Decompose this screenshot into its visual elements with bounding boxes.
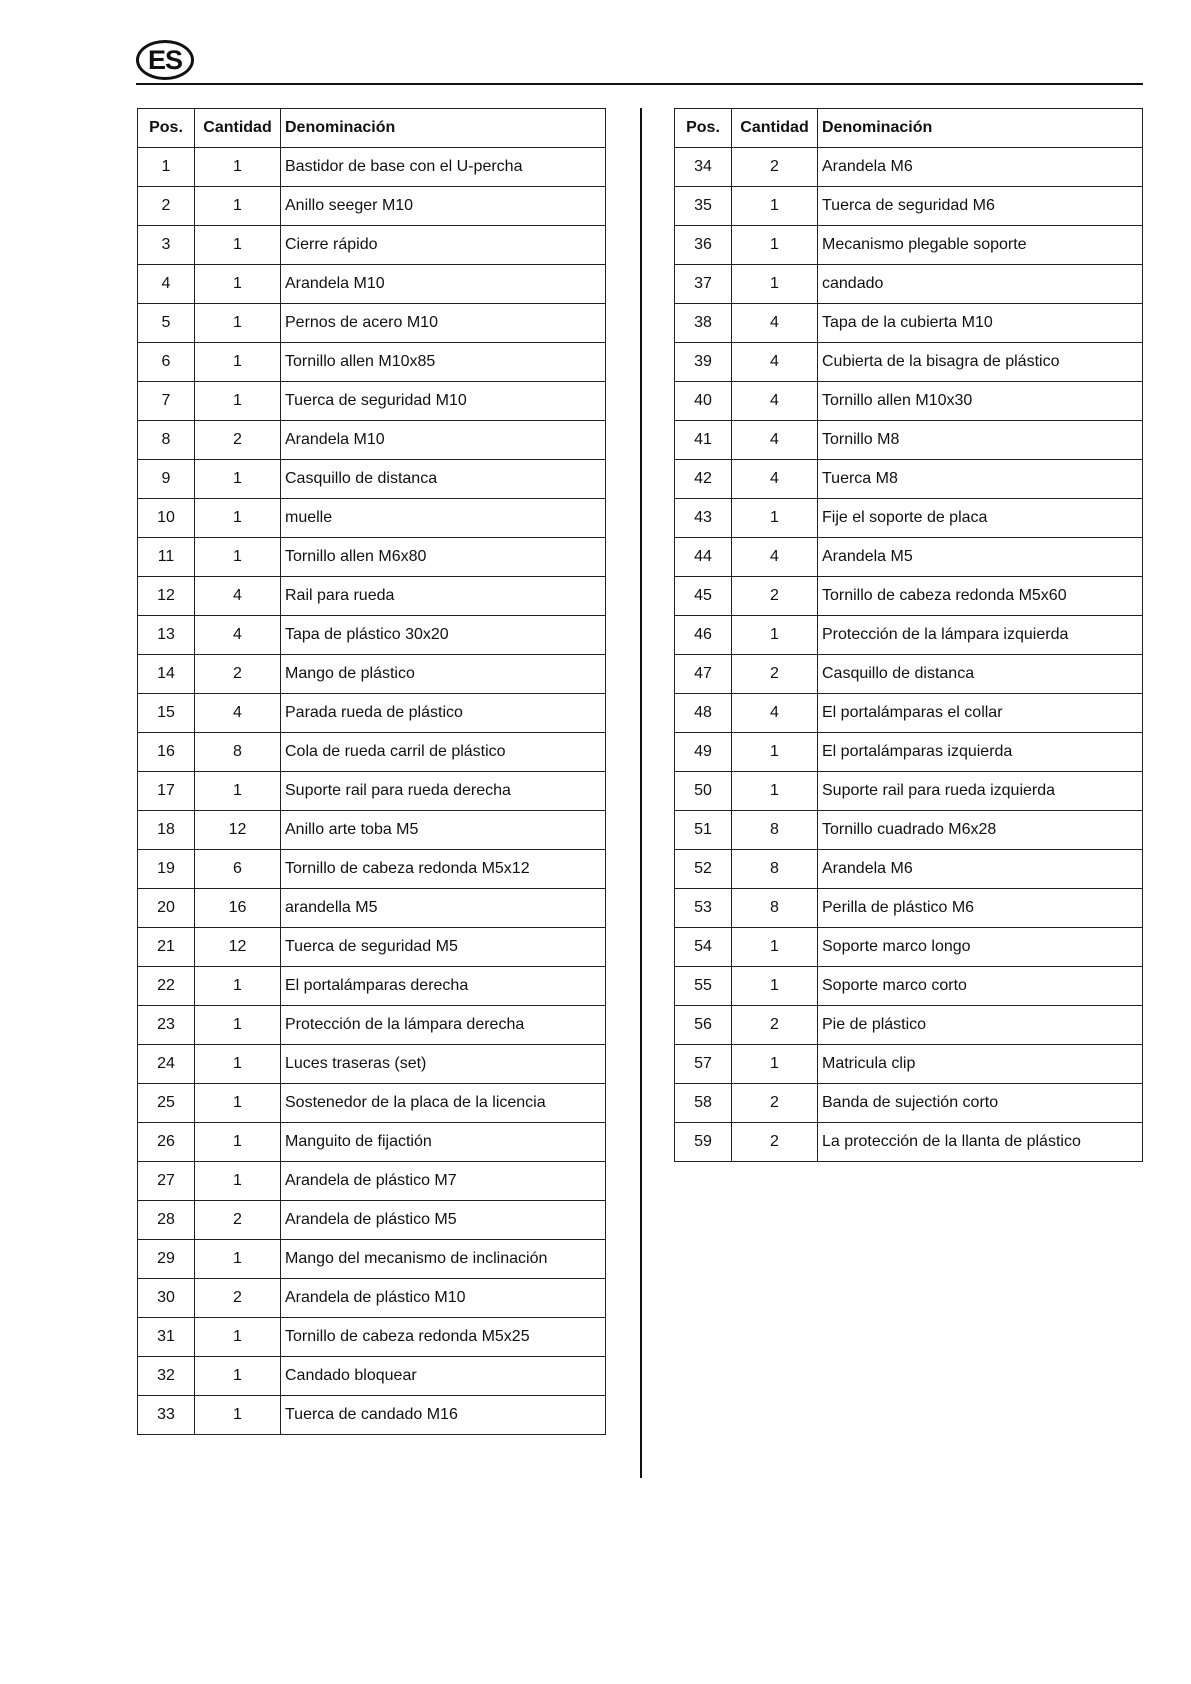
row-pos: 39 <box>675 343 732 382</box>
row-qty: 1 <box>195 1396 281 1435</box>
row-name: El portalámparas derecha <box>281 967 606 1006</box>
table-row <box>675 226 1143 265</box>
row-name: Pie de plástico <box>818 1006 1143 1045</box>
row-name: Candado bloquear <box>281 1357 606 1396</box>
row-qty: 2 <box>732 1123 818 1162</box>
table-row <box>138 772 606 811</box>
row-name: Parada rueda de plástico <box>281 694 606 733</box>
row-name: Rail para rueda <box>281 577 606 616</box>
row-name: Casquillo de distanca <box>818 655 1143 694</box>
column-separator <box>640 108 642 1478</box>
row-qty: 1 <box>195 1318 281 1357</box>
row-pos: 42 <box>675 460 732 499</box>
row-pos: 59 <box>675 1123 732 1162</box>
row-qty: 1 <box>195 1240 281 1279</box>
row-name: Cola de rueda carril de plástico <box>281 733 606 772</box>
row-name: El portalámparas izquierda <box>818 733 1143 772</box>
row-name: Perilla de plástico M6 <box>818 889 1143 928</box>
row-pos: 56 <box>675 1006 732 1045</box>
table-row <box>138 538 606 577</box>
table-row <box>675 928 1143 967</box>
row-name: Anillo arte toba M5 <box>281 811 606 850</box>
row-name: Tornillo allen M10x85 <box>281 343 606 382</box>
row-qty: 4 <box>732 343 818 382</box>
table-row <box>138 499 606 538</box>
row-qty: 4 <box>732 538 818 577</box>
row-qty: 1 <box>195 304 281 343</box>
row-qty: 12 <box>195 811 281 850</box>
table-row <box>675 382 1143 421</box>
row-qty: 2 <box>195 421 281 460</box>
row-pos: 34 <box>675 148 732 187</box>
row-pos: 27 <box>138 1162 195 1201</box>
table-row <box>138 382 606 421</box>
row-pos: 50 <box>675 772 732 811</box>
row-qty: 1 <box>732 499 818 538</box>
row-qty: 1 <box>732 616 818 655</box>
row-qty: 1 <box>195 1045 281 1084</box>
row-name: Arandela de plástico M7 <box>281 1162 606 1201</box>
row-name: Cubierta de la bisagra de plástico <box>818 343 1143 382</box>
header-name: Denominación <box>281 109 606 148</box>
table-row <box>675 1006 1143 1045</box>
row-name: Pernos de acero M10 <box>281 304 606 343</box>
row-name: Tapa de plástico 30x20 <box>281 616 606 655</box>
row-pos: 15 <box>138 694 195 733</box>
row-qty: 6 <box>195 850 281 889</box>
row-qty: 1 <box>195 265 281 304</box>
row-pos: 26 <box>138 1123 195 1162</box>
row-qty: 1 <box>732 772 818 811</box>
row-qty: 1 <box>195 460 281 499</box>
row-qty: 1 <box>732 967 818 1006</box>
table-row <box>675 616 1143 655</box>
table-row <box>138 1279 606 1318</box>
row-name: Anillo seeger M10 <box>281 187 606 226</box>
row-name: Tornillo de cabeza redonda M5x12 <box>281 850 606 889</box>
table-row <box>675 850 1143 889</box>
row-name: Arandela M6 <box>818 850 1143 889</box>
table-row <box>675 304 1143 343</box>
row-name: Fije el soporte de placa <box>818 499 1143 538</box>
row-pos: 53 <box>675 889 732 928</box>
row-name: El portalámparas el collar <box>818 694 1143 733</box>
row-name: Mango del mecanismo de inclinación <box>281 1240 606 1279</box>
row-qty: 8 <box>732 850 818 889</box>
row-pos: 22 <box>138 967 195 1006</box>
table-row <box>138 265 606 304</box>
row-qty: 8 <box>732 889 818 928</box>
row-qty: 4 <box>732 694 818 733</box>
row-pos: 41 <box>675 421 732 460</box>
row-qty: 1 <box>195 967 281 1006</box>
row-qty: 1 <box>732 928 818 967</box>
table-row <box>138 811 606 850</box>
table-row <box>675 772 1143 811</box>
row-pos: 49 <box>675 733 732 772</box>
row-pos: 12 <box>138 577 195 616</box>
row-qty: 1 <box>732 733 818 772</box>
table-row <box>138 733 606 772</box>
row-pos: 5 <box>138 304 195 343</box>
header-qty: Cantidad <box>732 109 818 148</box>
row-pos: 16 <box>138 733 195 772</box>
table-header-row <box>675 109 1143 148</box>
row-qty: 4 <box>195 694 281 733</box>
row-name: Suporte rail para rueda derecha <box>281 772 606 811</box>
row-name: Banda de sujectión corto <box>818 1084 1143 1123</box>
row-name: Bastidor de base con el U-percha <box>281 148 606 187</box>
row-pos: 33 <box>138 1396 195 1435</box>
row-qty: 4 <box>732 304 818 343</box>
table-row <box>138 1162 606 1201</box>
row-qty: 4 <box>195 616 281 655</box>
row-qty: 2 <box>732 148 818 187</box>
row-pos: 1 <box>138 148 195 187</box>
table-row <box>138 616 606 655</box>
row-qty: 1 <box>195 148 281 187</box>
row-pos: 10 <box>138 499 195 538</box>
row-qty: 16 <box>195 889 281 928</box>
table-row <box>675 733 1143 772</box>
table-row <box>675 460 1143 499</box>
row-name: Cierre rápido <box>281 226 606 265</box>
row-qty: 1 <box>195 1006 281 1045</box>
row-pos: 28 <box>138 1201 195 1240</box>
table-row <box>138 148 606 187</box>
row-qty: 2 <box>732 577 818 616</box>
parts-table-left <box>137 108 606 1435</box>
header-rule <box>136 83 1143 85</box>
row-name: Arandela M5 <box>818 538 1143 577</box>
row-name: muelle <box>281 499 606 538</box>
row-pos: 14 <box>138 655 195 694</box>
row-pos: 44 <box>675 538 732 577</box>
table-row <box>675 694 1143 733</box>
row-name: Arandela M6 <box>818 148 1143 187</box>
row-pos: 24 <box>138 1045 195 1084</box>
row-pos: 46 <box>675 616 732 655</box>
row-qty: 4 <box>195 577 281 616</box>
table-row <box>675 655 1143 694</box>
table-header-row <box>138 109 606 148</box>
row-name: Protección de la lámpara izquierda <box>818 616 1143 655</box>
row-pos: 8 <box>138 421 195 460</box>
row-name: Arandela M10 <box>281 421 606 460</box>
table-row <box>675 1123 1143 1162</box>
row-pos: 3 <box>138 226 195 265</box>
table-row <box>675 811 1143 850</box>
row-pos: 35 <box>675 187 732 226</box>
row-pos: 11 <box>138 538 195 577</box>
table-row <box>675 1045 1143 1084</box>
row-pos: 57 <box>675 1045 732 1084</box>
row-qty: 1 <box>732 226 818 265</box>
row-pos: 29 <box>138 1240 195 1279</box>
row-name: Matricula clip <box>818 1045 1143 1084</box>
row-qty: 1 <box>195 538 281 577</box>
row-name: Tornillo de cabeza redonda M5x25 <box>281 1318 606 1357</box>
parts-table-right <box>674 108 1143 1162</box>
row-pos: 37 <box>675 265 732 304</box>
row-qty: 1 <box>195 1162 281 1201</box>
row-qty: 8 <box>195 733 281 772</box>
row-name: Tornillo cuadrado M6x28 <box>818 811 1143 850</box>
table-row <box>138 1318 606 1357</box>
row-qty: 4 <box>732 460 818 499</box>
row-name: Mango de plástico <box>281 655 606 694</box>
row-pos: 6 <box>138 343 195 382</box>
row-pos: 20 <box>138 889 195 928</box>
table-row <box>138 343 606 382</box>
row-qty: 12 <box>195 928 281 967</box>
row-qty: 1 <box>195 499 281 538</box>
row-pos: 21 <box>138 928 195 967</box>
row-pos: 9 <box>138 460 195 499</box>
table-row <box>138 1045 606 1084</box>
table-row <box>138 850 606 889</box>
row-pos: 58 <box>675 1084 732 1123</box>
row-name: La protección de la llanta de plástico <box>818 1123 1143 1162</box>
row-name: Arandela de plástico M5 <box>281 1201 606 1240</box>
row-name: Tornillo allen M10x30 <box>818 382 1143 421</box>
table-row <box>138 421 606 460</box>
row-pos: 38 <box>675 304 732 343</box>
table-row <box>675 577 1143 616</box>
row-pos: 36 <box>675 226 732 265</box>
row-qty: 4 <box>732 421 818 460</box>
row-name: Soporte marco corto <box>818 967 1143 1006</box>
row-pos: 2 <box>138 187 195 226</box>
row-pos: 47 <box>675 655 732 694</box>
row-pos: 51 <box>675 811 732 850</box>
row-pos: 7 <box>138 382 195 421</box>
row-pos: 23 <box>138 1006 195 1045</box>
table-row <box>138 1201 606 1240</box>
row-pos: 32 <box>138 1357 195 1396</box>
table-row <box>138 1357 606 1396</box>
table-row <box>138 655 606 694</box>
row-qty: 1 <box>195 382 281 421</box>
row-name: arandella M5 <box>281 889 606 928</box>
row-name: Casquillo de distanca <box>281 460 606 499</box>
row-pos: 31 <box>138 1318 195 1357</box>
table-row <box>675 421 1143 460</box>
language-badge: ES <box>136 40 194 80</box>
row-name: Tornillo allen M6x80 <box>281 538 606 577</box>
row-qty: 1 <box>732 187 818 226</box>
row-qty: 2 <box>732 1006 818 1045</box>
header-qty: Cantidad <box>195 109 281 148</box>
table-row <box>138 187 606 226</box>
row-name: Soporte marco longo <box>818 928 1143 967</box>
header-pos: Pos. <box>138 109 195 148</box>
header-pos: Pos. <box>675 109 732 148</box>
row-qty: 1 <box>195 187 281 226</box>
row-name: Suporte rail para rueda izquierda <box>818 772 1143 811</box>
row-name: Tornillo de cabeza redonda M5x60 <box>818 577 1143 616</box>
table-row <box>138 460 606 499</box>
row-qty: 4 <box>732 382 818 421</box>
row-qty: 1 <box>195 772 281 811</box>
row-name: Sostenedor de la placa de la licencia <box>281 1084 606 1123</box>
row-pos: 43 <box>675 499 732 538</box>
table-row <box>138 304 606 343</box>
row-name: Mecanismo plegable soporte <box>818 226 1143 265</box>
table-row <box>138 967 606 1006</box>
row-name: Arandela de plástico M10 <box>281 1279 606 1318</box>
row-name: Tuerca de seguridad M10 <box>281 382 606 421</box>
row-pos: 55 <box>675 967 732 1006</box>
row-pos: 45 <box>675 577 732 616</box>
row-qty: 2 <box>732 1084 818 1123</box>
table-row <box>675 889 1143 928</box>
row-name: Tuerca de seguridad M6 <box>818 187 1143 226</box>
table-row <box>675 187 1143 226</box>
table-row <box>675 1084 1143 1123</box>
table-row <box>675 538 1143 577</box>
table-row <box>138 928 606 967</box>
row-qty: 2 <box>732 655 818 694</box>
table-row <box>138 226 606 265</box>
row-qty: 1 <box>195 1084 281 1123</box>
row-name: Protección de la lámpara derecha <box>281 1006 606 1045</box>
row-name: Tapa de la cubierta M10 <box>818 304 1143 343</box>
row-pos: 52 <box>675 850 732 889</box>
table-row <box>138 694 606 733</box>
row-qty: 2 <box>195 655 281 694</box>
table-row <box>675 967 1143 1006</box>
row-pos: 19 <box>138 850 195 889</box>
row-qty: 1 <box>195 1357 281 1396</box>
table-row <box>138 889 606 928</box>
row-qty: 1 <box>195 343 281 382</box>
table-row <box>138 577 606 616</box>
table-row <box>675 148 1143 187</box>
row-name: Manguito de fijactión <box>281 1123 606 1162</box>
row-pos: 48 <box>675 694 732 733</box>
row-pos: 4 <box>138 265 195 304</box>
table-row <box>138 1123 606 1162</box>
row-pos: 25 <box>138 1084 195 1123</box>
table-row <box>138 1240 606 1279</box>
table-row <box>675 343 1143 382</box>
row-name: Arandela M10 <box>281 265 606 304</box>
row-name: Tuerca M8 <box>818 460 1143 499</box>
row-pos: 30 <box>138 1279 195 1318</box>
row-pos: 17 <box>138 772 195 811</box>
row-qty: 1 <box>195 226 281 265</box>
row-name: Tuerca de candado M16 <box>281 1396 606 1435</box>
row-qty: 1 <box>732 1045 818 1084</box>
table-row <box>675 499 1143 538</box>
header-name: Denominación <box>818 109 1143 148</box>
row-name: Tornillo M8 <box>818 421 1143 460</box>
table-row <box>138 1006 606 1045</box>
table-row <box>675 265 1143 304</box>
table-row <box>138 1084 606 1123</box>
row-qty: 1 <box>195 1123 281 1162</box>
row-pos: 13 <box>138 616 195 655</box>
row-pos: 40 <box>675 382 732 421</box>
row-name: Tuerca de seguridad M5 <box>281 928 606 967</box>
row-name: candado <box>818 265 1143 304</box>
row-pos: 54 <box>675 928 732 967</box>
row-pos: 18 <box>138 811 195 850</box>
row-name: Luces traseras (set) <box>281 1045 606 1084</box>
row-qty: 2 <box>195 1279 281 1318</box>
row-qty: 1 <box>732 265 818 304</box>
row-qty: 2 <box>195 1201 281 1240</box>
row-qty: 8 <box>732 811 818 850</box>
table-row <box>138 1396 606 1435</box>
